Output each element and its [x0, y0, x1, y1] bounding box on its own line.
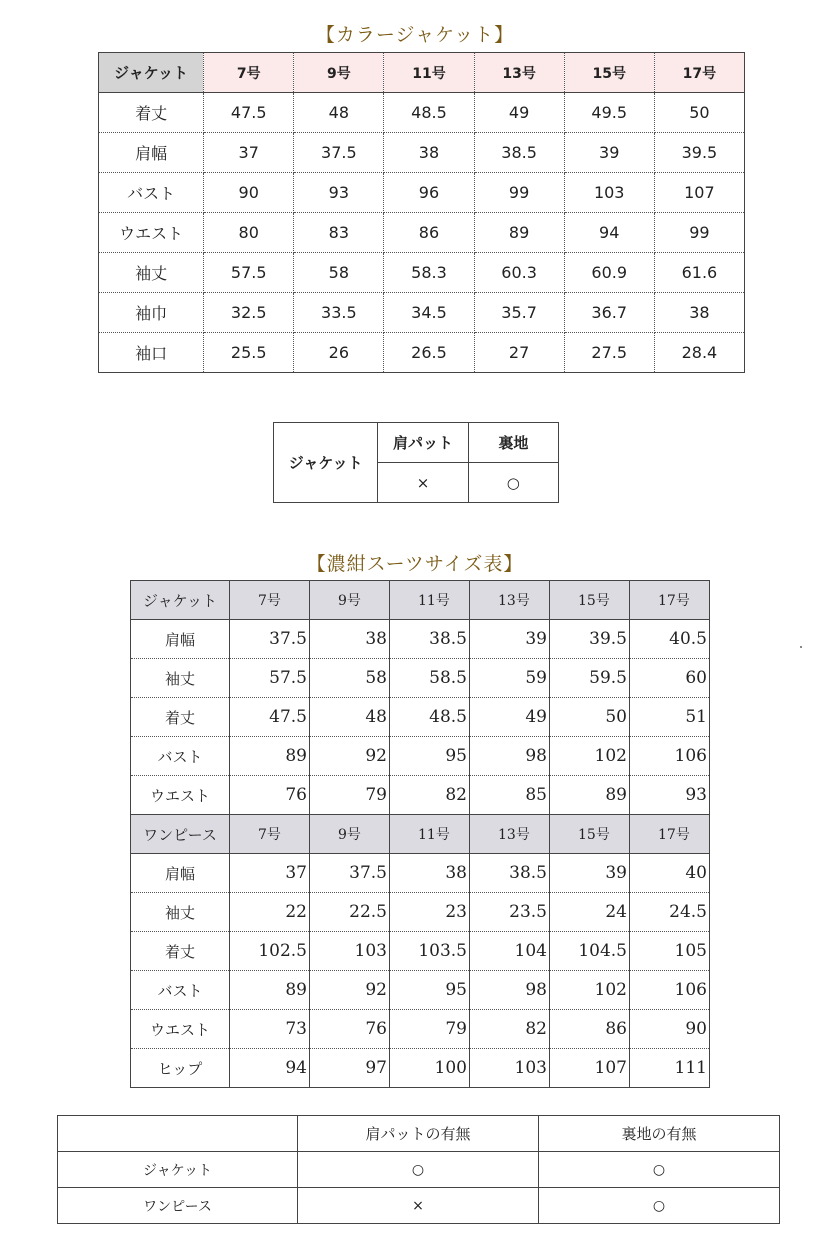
- table-cell: 92: [310, 971, 390, 1010]
- table-cell: 47.5: [230, 698, 310, 737]
- table-cell: 94: [564, 213, 654, 253]
- table-row: [99, 93, 745, 133]
- table-cell: 24.5: [630, 893, 710, 932]
- corner-label: ジャケット: [99, 53, 204, 93]
- size-header: 9号: [310, 581, 390, 620]
- table-cell: 83: [294, 213, 384, 253]
- table-cell: 79: [390, 1010, 470, 1049]
- row-label: バスト: [131, 971, 230, 1010]
- size-header: 13号: [470, 815, 550, 854]
- table-cell: 32.5: [204, 293, 294, 333]
- option-value: ×: [298, 1188, 539, 1224]
- table-cell: 38.5: [470, 854, 550, 893]
- table-cell: 48: [294, 93, 384, 133]
- table-cell: 49: [474, 93, 564, 133]
- table-cell: 73: [230, 1010, 310, 1049]
- table-cell: 57.5: [204, 253, 294, 293]
- table-header-row: [58, 1116, 780, 1152]
- row-label: バスト: [99, 173, 204, 213]
- row-label: 着丈: [131, 932, 230, 971]
- table-cell: 103: [470, 1049, 550, 1088]
- table-cell: 90: [630, 1010, 710, 1049]
- table-cell: 60.9: [564, 253, 654, 293]
- table-row: [99, 173, 745, 213]
- table-cell: 107: [550, 1049, 630, 1088]
- row-label: ウエスト: [131, 1010, 230, 1049]
- table-cell: 38.5: [390, 620, 470, 659]
- jacket-options-table: [273, 422, 559, 503]
- table-cell: 59.5: [550, 659, 630, 698]
- table-cell: 93: [630, 776, 710, 815]
- size-header: 15号: [550, 815, 630, 854]
- table-cell: 111: [674, 1058, 707, 1078]
- table-header-row: [131, 815, 710, 854]
- table-cell: 90: [204, 173, 294, 213]
- table-row: [99, 333, 745, 373]
- row-label: 袖丈: [131, 659, 230, 698]
- row-label: ヒップ: [131, 1049, 230, 1088]
- table-cell: 82: [470, 1010, 550, 1049]
- table-cell: 59: [470, 659, 550, 698]
- table-cell: 94: [230, 1049, 310, 1088]
- table-row: [131, 776, 710, 815]
- table-cell: 40.5: [630, 620, 710, 659]
- table-cell: 103.5: [390, 932, 470, 971]
- table-cell: 96: [384, 173, 474, 213]
- table-cell: 57.5: [230, 659, 310, 698]
- size-header: 11号: [390, 581, 470, 620]
- table-row: [131, 698, 710, 737]
- table-cell: 89: [474, 213, 564, 253]
- table-cell: 37.5: [310, 854, 390, 893]
- table-row: [99, 213, 745, 253]
- table-cell: 35.7: [474, 293, 564, 333]
- table-cell: 58: [310, 659, 390, 698]
- size-header: 11号: [384, 53, 474, 93]
- table-cell: 58: [294, 253, 384, 293]
- option-value: ○: [468, 463, 558, 503]
- size-header: 13号: [470, 581, 550, 620]
- row-label: 肩幅: [131, 620, 230, 659]
- table-cell: 49: [470, 698, 550, 737]
- table-cell: 38: [390, 854, 470, 893]
- size-header: 9号: [310, 815, 390, 854]
- table-cell: 58.3: [384, 253, 474, 293]
- table-cell: 27: [474, 333, 564, 373]
- option-header: 肩パット: [378, 423, 468, 463]
- table-cell: 28.4: [681, 343, 718, 362]
- corner-label: ジャケット: [131, 581, 230, 620]
- color-jacket-title: 【カラージャケット】: [315, 24, 515, 46]
- option-header: 裏地の有無: [539, 1116, 780, 1152]
- row-label: 肩幅: [131, 854, 230, 893]
- row-label: ウエスト: [131, 776, 230, 815]
- table-row: [99, 253, 745, 293]
- option-value: ×: [378, 463, 468, 503]
- table-cell: 49.5: [564, 93, 654, 133]
- table-row: [131, 971, 710, 1010]
- table-cell: 76: [310, 1010, 390, 1049]
- size-header: 15号: [550, 581, 630, 620]
- corner-label: ワンピース: [131, 815, 230, 854]
- table-cell: 80: [204, 213, 294, 253]
- size-header: 9号: [294, 53, 384, 93]
- table-row: [131, 893, 710, 932]
- table-cell: 38: [310, 620, 390, 659]
- table-cell: 48.5: [390, 698, 470, 737]
- table-cell: 38: [654, 293, 744, 333]
- color-jacket-size-table: [98, 52, 745, 373]
- table-cell: 85: [470, 776, 550, 815]
- table-row: [131, 854, 710, 893]
- table-row: [131, 620, 710, 659]
- row-label: 袖丈: [99, 253, 204, 293]
- table-cell: 104: [470, 932, 550, 971]
- option-header: 裏地: [468, 423, 558, 463]
- table-cell: 99: [474, 173, 564, 213]
- table-cell: 36.7: [564, 293, 654, 333]
- table-cell: 23: [390, 893, 470, 932]
- corner-label: [58, 1116, 298, 1152]
- option-header: 肩パットの有無: [298, 1116, 539, 1152]
- table-cell: 50: [550, 698, 630, 737]
- row-label: ウエスト: [99, 213, 204, 253]
- row-label: ワンピース: [58, 1188, 298, 1224]
- row-label: 着丈: [99, 93, 204, 133]
- table-cell: 103: [564, 173, 654, 213]
- table-cell: 34.5: [384, 293, 474, 333]
- suit-options-table: [57, 1115, 780, 1224]
- option-value: ○: [539, 1152, 780, 1188]
- table-cell: 89: [230, 737, 310, 776]
- table-cell: 48: [310, 698, 390, 737]
- table-cell: 47.5: [204, 93, 294, 133]
- table-cell: 22: [230, 893, 310, 932]
- table-cell: 86: [384, 213, 474, 253]
- navy-suit-size-table: [130, 580, 710, 1088]
- size-header: 15号: [564, 53, 654, 93]
- table-cell: 27.5: [564, 333, 654, 373]
- table-cell: 106: [630, 737, 710, 776]
- table-row: [131, 932, 710, 971]
- size-header: 11号: [390, 815, 470, 854]
- table-header-row: [99, 53, 745, 93]
- table-cell: 33.5: [294, 293, 384, 333]
- table-cell: 23.5: [470, 893, 550, 932]
- table-cell: 102.5: [230, 932, 310, 971]
- table-row: [58, 1188, 780, 1224]
- table-cell: 50: [654, 93, 744, 133]
- size-header: 7号: [204, 53, 294, 93]
- table-row: [99, 293, 745, 333]
- table-cell: 106: [630, 971, 710, 1010]
- table-cell: 39.5: [550, 620, 630, 659]
- table-cell: 82: [390, 776, 470, 815]
- table-cell: 105: [630, 932, 710, 971]
- table-row: [131, 737, 710, 776]
- table-cell: 38.5: [474, 133, 564, 173]
- table-cell: 61.6: [654, 253, 744, 293]
- stray-dot: [800, 646, 802, 648]
- table-row: [131, 659, 710, 698]
- table-cell: 58.5: [390, 659, 470, 698]
- row-label: 袖巾: [99, 293, 204, 333]
- table-cell: 93: [294, 173, 384, 213]
- table-cell: 22.5: [310, 893, 390, 932]
- table-cell: 76: [230, 776, 310, 815]
- table-cell: 37: [204, 133, 294, 173]
- table-cell: 102: [550, 737, 630, 776]
- table-cell: 37.5: [294, 133, 384, 173]
- table-cell: 26: [294, 333, 384, 373]
- table-cell: 86: [550, 1010, 630, 1049]
- table-cell: 104.5: [550, 932, 630, 971]
- row-label: 袖丈: [131, 893, 230, 932]
- navy-suit-title: 【濃紺スーツサイズ表】: [306, 553, 524, 575]
- table-cell: 37.5: [230, 620, 310, 659]
- table-cell: 26.5: [384, 333, 474, 373]
- table-row: [58, 1152, 780, 1188]
- table-cell: 102: [550, 971, 630, 1010]
- table-cell: 39: [470, 620, 550, 659]
- option-value: ○: [539, 1188, 780, 1224]
- table-cell: 89: [550, 776, 630, 815]
- table-cell: 39: [550, 854, 630, 893]
- table-cell: 99: [654, 213, 744, 253]
- table-cell: 98: [470, 971, 550, 1010]
- table-cell: 38: [384, 133, 474, 173]
- row-label: 肩幅: [99, 133, 204, 173]
- row-label: バスト: [131, 737, 230, 776]
- table-cell: 100: [390, 1049, 470, 1088]
- size-header: 17号: [630, 581, 710, 620]
- row-label: 袖口: [99, 333, 204, 373]
- table-cell: 39.5: [654, 133, 744, 173]
- table-cell: 103: [310, 932, 390, 971]
- size-header: 13号: [474, 53, 564, 93]
- row-label: 着丈: [131, 698, 230, 737]
- option-value: ○: [298, 1152, 539, 1188]
- table-cell: 51: [630, 698, 710, 737]
- table-cell: 48.5: [384, 93, 474, 133]
- table-cell: 39: [564, 133, 654, 173]
- table-row: [131, 1010, 710, 1049]
- table-cell: 37: [230, 854, 310, 893]
- table-row: [99, 133, 745, 173]
- table-row: [131, 1049, 710, 1088]
- table-cell: 60: [630, 659, 710, 698]
- table-cell: 95: [390, 971, 470, 1010]
- item-label: ジャケット: [274, 423, 378, 503]
- size-header: 7号: [230, 815, 310, 854]
- table-cell: 25.5: [204, 333, 294, 373]
- table-cell: 92: [310, 737, 390, 776]
- table-cell: 79: [310, 776, 390, 815]
- table-cell: 107: [654, 173, 744, 213]
- size-header: 17号: [630, 815, 710, 854]
- table-cell: 98: [470, 737, 550, 776]
- size-header: 7号: [230, 581, 310, 620]
- table-cell: 97: [310, 1049, 390, 1088]
- table-cell: 89: [230, 971, 310, 1010]
- table-header-row: [131, 581, 710, 620]
- table-row: [274, 423, 559, 463]
- size-header: 17号: [654, 53, 744, 93]
- table-cell: 60.3: [474, 253, 564, 293]
- table-cell: 95: [390, 737, 470, 776]
- table-cell: 40: [630, 854, 710, 893]
- row-label: ジャケット: [58, 1152, 298, 1188]
- table-cell: 24: [550, 893, 630, 932]
